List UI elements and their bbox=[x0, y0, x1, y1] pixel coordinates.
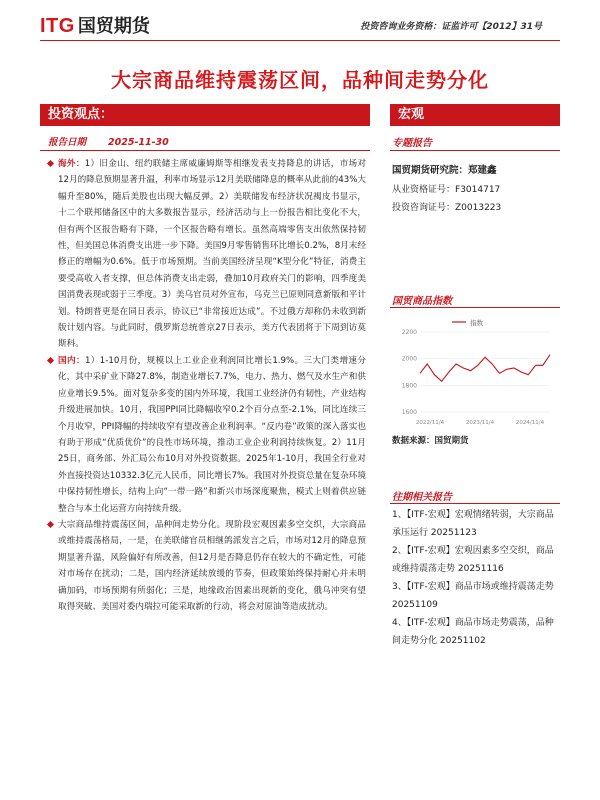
y-tick-label: 1600 bbox=[401, 409, 417, 416]
qualification-number bbox=[392, 182, 500, 195]
chart-y-ticks bbox=[402, 329, 417, 416]
chart-heading-divider bbox=[390, 307, 560, 308]
commodity-index-chart bbox=[390, 312, 560, 432]
license-text: 投资咨询业务资格：证监许可【2012】31号 bbox=[360, 22, 542, 32]
header-divider bbox=[40, 40, 560, 41]
y-tick-label: 2200 bbox=[401, 329, 417, 336]
chart-heading: 国贸商品指数 bbox=[392, 296, 452, 307]
related-report-link[interactable]: 4、【ITF-宏观】商品市场走势震荡，品种间走势分化 20251102 bbox=[392, 618, 554, 646]
x-tick-label: 2022/11/4 bbox=[415, 420, 445, 426]
consulting-number bbox=[392, 200, 501, 213]
analyst-name: 国贸期货研究院：郑建鑫 bbox=[392, 165, 497, 176]
section-title-viewpoints: 投资观点： bbox=[48, 107, 114, 122]
logo-cn: 国贸期货 bbox=[77, 16, 150, 37]
bullet-diamond-icon bbox=[47, 521, 54, 528]
kv-value: Z0013223 bbox=[455, 203, 502, 213]
related-divider bbox=[390, 503, 560, 504]
related-reports-list bbox=[392, 506, 560, 650]
date-label: 报告日期 bbox=[48, 137, 87, 148]
report-type-divider bbox=[390, 150, 560, 151]
y-tick-label: 1800 bbox=[401, 382, 417, 390]
paragraph-label: 海外： bbox=[58, 159, 85, 169]
x-tick-label: 2023/11/4 bbox=[465, 420, 495, 426]
paragraph-text: 1）旧金山、纽约联储主席威廉姆斯等相继发表支持降息的讲话，市场对12月的降息预期显著升温，利率市场显示12月美联储降息的概率从此前的43%大幅升至80%，随后美股也出现大幅反弹。2）美联储发布经济状况褐皮书显示，十二个联邦储备区中的大多数报告显示，经济活动与上一份报告相比变化不大，但有两个区报告略有下降，一个区报告略有增长。虽然高端零售支出依然保持韧性，但美国总体消费支出进一步下降。美国9月零售销售环比增长0.2%，8月末经修正的增幅为0.6%。低于市场预期。当前美国经济呈现“K型分化”特征，消费主要受高收入者支撑，但总体消费支出走弱，叠加10月政府关门的影响，四季度美国消费表现或弱于三季度。3）美乌官员对外宣布，乌克兰已原则同意新版和平计划。特朗普更是在同日表示，协议已“非常接近达成”。不过俄方却称仍未收到新版计划内容。与此同时，俄罗斯总统普京27日表示，美方代表团将于下周到访莫斯科。 bbox=[58, 159, 366, 350]
kv-label: 投资咨询证号： bbox=[392, 203, 456, 213]
section-title-macro: 宏观 bbox=[398, 107, 425, 122]
bullet-diamond-icon bbox=[47, 160, 54, 167]
date-value: 2025-11-30 bbox=[108, 137, 169, 148]
paragraph-text: 1）1-10月份，规模以上工业企业利润同比增长1.9%。三大门类增速分化，其中采矿业下降27.8%，制造业增长7.7%，电力、热力、燃气及水生产和供应业增长9.5%。面对复杂多变的国内外环境，我国工业经济仍有韧性，产业结构升级进展加快。10月，我国PPI同比降幅收窄0.2个百分点至-2.1%，同比连续三个月收窄，PPI降幅的持续收窄有望改善企业利润率。“反内卷”政策的深入落实也有助于形成“优质优价”的良性市场环境，推动工业企业利润持续恢复。2）11月25日，商务部、外汇局公布10月对外投资数据。2025年1-10月，我国全行业对外直接投资达10332.3亿元人民币，同比增长7%。我国对外投资总量在复杂环境中保持韧性增长，结构上向“一带一路”和新兴市场深度聚焦，模式上则着供应链整合与本土化运营方向持续升级。 bbox=[58, 355, 366, 514]
paragraph-overseas bbox=[48, 156, 366, 353]
related-heading: 往期相关报告 bbox=[392, 492, 452, 503]
section-bar-viewpoints bbox=[40, 104, 370, 126]
paragraph-text: 大宗商品维持震荡区间，品种间走势分化。现阶段宏观因素多空交织，大宗商品或维持震荡格局，一是，在美联储官员相继鸽派发言之后，市场对12月的降息预期显著升温，风险偏好有所改善，但12月是否降息仍存在较大的不确定性，可能对市场存在扰动；二是，国内经济延续放缓的节奏，但政策始终保持耐心并未明确加码，市场预期有所弱化；三是，地缘政治因素出现新的变化，俄乌冲突有望取得突破、美国对委内瑞拉可能采取新的行动，将会对原油等造成扰动。 bbox=[58, 519, 366, 612]
paragraph-domestic bbox=[48, 353, 366, 517]
kv-label: 从业资格证号： bbox=[392, 185, 456, 195]
chart-x-ticks bbox=[416, 420, 545, 426]
legend-label: 指数 bbox=[470, 319, 483, 327]
chart-source: 数据来源：国贸期货 bbox=[392, 436, 469, 446]
related-report-link[interactable]: 1、【ITF-宏观】宏观情绪转弱，大宗商品承压运行 20251123 bbox=[392, 510, 554, 538]
y-tick-label: 2000 bbox=[401, 355, 417, 363]
kv-value: F3014717 bbox=[455, 185, 501, 195]
related-report-link[interactable]: 2、【ITF-宏观】宏观因素多空交织，商品或维持震荡走势 20251116 bbox=[392, 546, 554, 574]
logo-en: ITG bbox=[40, 15, 75, 37]
report-date-row bbox=[48, 134, 169, 148]
company-logo bbox=[40, 12, 160, 36]
related-report-link[interactable]: 3、【ITF-宏观】商品市场或维持震荡走势 20251109 bbox=[392, 582, 554, 610]
x-tick-label: 2024/11/4 bbox=[515, 420, 545, 426]
section-bar-macro bbox=[390, 104, 560, 126]
report-type: 专题报告 bbox=[392, 138, 432, 149]
paragraph-label: 国内： bbox=[58, 355, 85, 366]
date-divider bbox=[40, 150, 370, 151]
bullet-diamond-icon bbox=[47, 357, 54, 364]
viewpoint-body bbox=[48, 156, 366, 615]
report-title: 大宗商品维持震荡区间，品种间走势分化 bbox=[111, 68, 489, 92]
paragraph-commodities bbox=[48, 517, 366, 615]
